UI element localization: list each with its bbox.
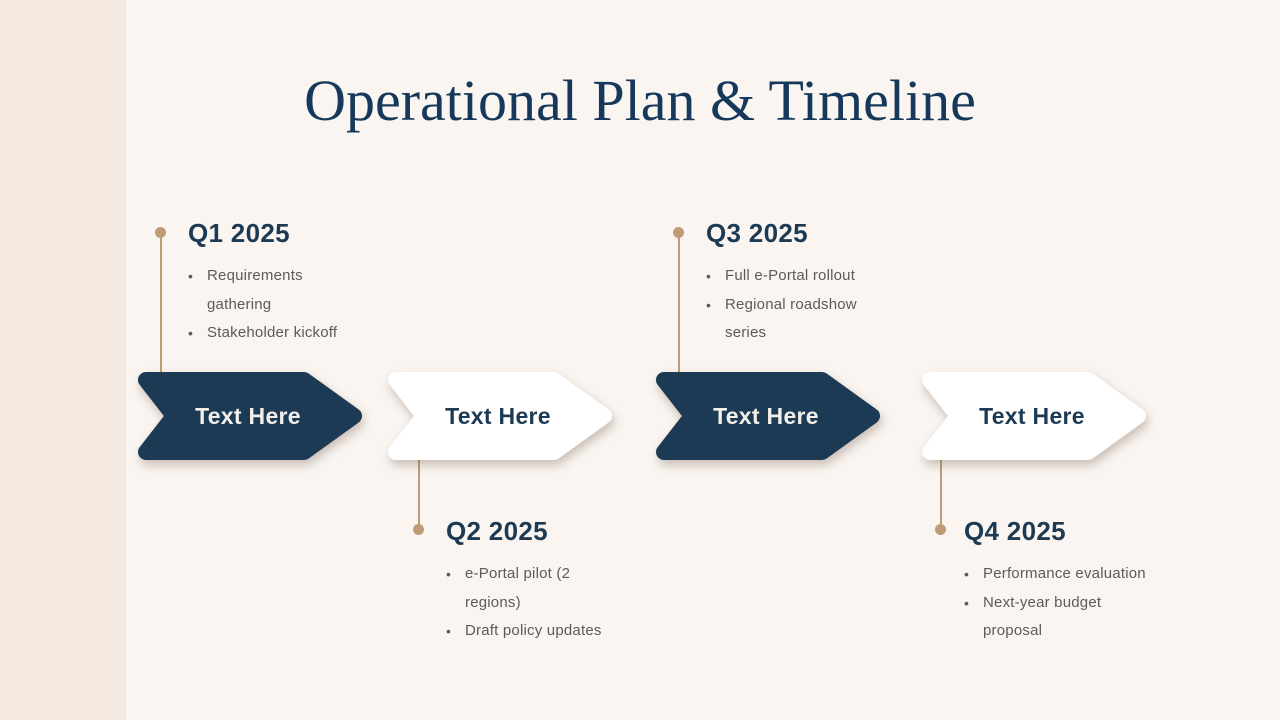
bullet-item: • Full e-Portal rollout: [706, 262, 880, 291]
connector-line-q2: [418, 459, 420, 524]
quarter-heading-q3: Q3 2025: [706, 218, 808, 248]
bullet-marker: •: [706, 268, 711, 284]
bullet-item: • Draft policy updates: [446, 617, 630, 646]
quarter-heading-q2: Q2 2025: [446, 516, 548, 546]
connector-line-q3: [678, 237, 680, 373]
bullet-marker: •: [446, 566, 451, 582]
bullet-marker: •: [964, 594, 969, 611]
quarter-block-q4: [964, 514, 1161, 646]
bullet-marker: •: [188, 268, 193, 284]
quarter-block-q3: [706, 216, 880, 348]
connector-line-q4: [940, 459, 942, 524]
timeline-arrow-4[interactable]: [922, 372, 1149, 460]
bullet-marker: •: [446, 623, 451, 639]
bullet-item: • e-Portal pilot (2 regions): [446, 560, 630, 617]
quarter-block-q2: [446, 514, 630, 646]
bullet-marker: •: [706, 296, 711, 313]
quarter-bullets-q2: [446, 560, 630, 646]
slide-title: Operational Plan & Timeline: [304, 68, 976, 133]
bullet-item: • Regional roadshow series: [706, 291, 880, 348]
bullet-marker: •: [964, 566, 969, 582]
quarter-heading-q4: Q4 2025: [964, 516, 1066, 546]
bullet-item: • Next-year budget proposal: [964, 589, 1161, 646]
timeline-arrow-1[interactable]: [138, 372, 365, 460]
quarter-bullets-q3: [706, 262, 880, 348]
timeline-arrow-2[interactable]: [388, 372, 615, 460]
timeline-arrow-3[interactable]: [656, 372, 883, 460]
arrow-placeholder-label: Text Here: [713, 402, 819, 429]
connector-line-q1: [160, 237, 162, 373]
quarter-bullets-q1: [188, 262, 357, 348]
arrow-placeholder-label: Text Here: [445, 402, 551, 429]
quarter-block-q1: [188, 216, 357, 348]
timeline-node-dot-q2: [413, 524, 424, 535]
bullet-item: • Performance evaluation: [964, 560, 1161, 589]
timeline-node-dot-q4: [935, 524, 946, 535]
arrow-placeholder-label: Text Here: [195, 402, 301, 429]
bullet-marker: •: [188, 325, 193, 341]
quarter-bullets-q4: [964, 560, 1161, 646]
bullet-item: • Stakeholder kickoff: [188, 319, 357, 348]
quarter-heading-q1: Q1 2025: [188, 218, 290, 248]
arrow-placeholder-label: Text Here: [979, 402, 1085, 429]
bullet-item: • Requirements gathering: [188, 262, 357, 319]
